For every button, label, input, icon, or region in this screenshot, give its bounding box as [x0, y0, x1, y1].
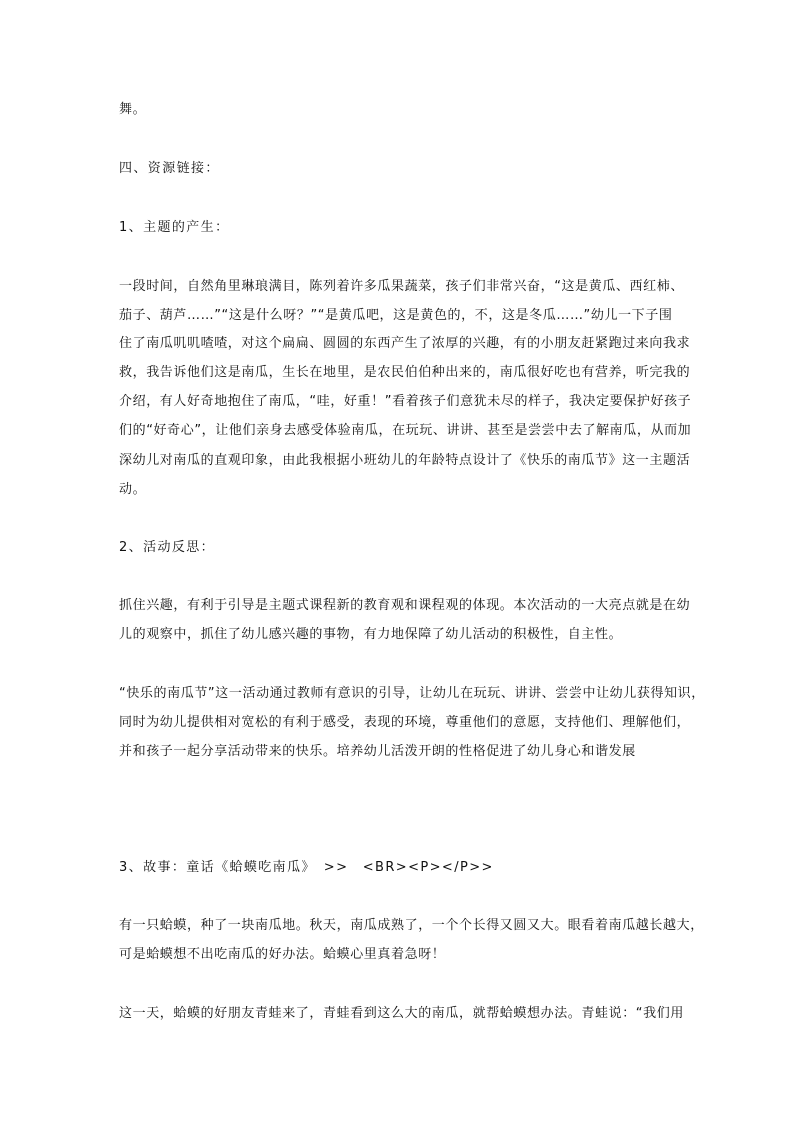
paragraph-line: 并和孩子一起分享活动带来的快乐。培养幼儿活泼开朗的性格促进了幼儿身心和谐发展	[119, 744, 636, 759]
subheading-theme-origin: 1、主题的产生：	[119, 220, 230, 235]
paragraph-line: 儿的观察中，抓住了幼儿感兴趣的事物，有力地保障了幼儿活动的积极性，自主性。	[119, 627, 623, 642]
paragraph-line: 住了南瓜叽叽喳喳，对这个扁扁、圆圆的东西产生了浓厚的兴趣，有的小朋友赶紧跑过来向我求	[119, 336, 691, 351]
paragraph-line: 们的“好奇心”，让他们亲身去感受体验南瓜，在玩玩、讲讲、甚至是尝尝中去了解南瓜，从而加	[119, 423, 692, 438]
paragraph-line: 抓住兴趣，有利于引导是主题式课程新的教育观和课程观的体现。本次活动的一大亮点就是在幼	[119, 598, 691, 613]
section-heading-resources: 四、资源链接：	[119, 161, 220, 176]
paragraph-line: 介绍，有人好奇地抱住了南瓜，“哇，好重！”看着孩子们意犹未尽的样子，我决定要保护好孩子	[119, 394, 692, 409]
subheading-story: 3、故事：童话《蛤蟆吃南瓜》 >> <BR><P></P>>	[119, 860, 494, 875]
paragraph-line: 可是蛤蟆想不出吃南瓜的好办法。蛤蟆心里真着急呀！	[119, 947, 446, 962]
paragraph-line: 救，我告诉他们这是南瓜，生长在地里，是农民伯伯种出来的，南瓜很好吃也有营养，听完我的	[119, 365, 691, 380]
paragraph-line: 深幼儿对南瓜的直观印象，由此我根据小班幼儿的年龄特点设计了《快乐的南瓜节》这一主题活	[119, 453, 691, 468]
paragraph-line: “快乐的南瓜节”这一活动通过教师有意识的引导，让幼儿在玩玩、讲讲、尝尝中让幼儿获得知识，	[119, 686, 705, 701]
paragraph-line: 舞。	[119, 102, 147, 117]
paragraph-line: 一段时间，自然角里琳琅满目，陈列着许多瓜果蔬菜，孩子们非常兴奋，“这是黄瓜、西红柿、	[119, 279, 684, 294]
subheading-reflection: 2、活动反思：	[119, 540, 216, 555]
paragraph-line: 同时为幼儿提供相对宽松的有利于感受，表现的环境，尊重他们的意愿，支持他们、理解他们，	[119, 715, 691, 730]
paragraph-line: 这一天，蛤蟆的好朋友青蛙来了，青蛙看到这么大的南瓜，就帮蛤蟆想办法。青蛙说：“我们用	[119, 1006, 684, 1021]
paragraph-line: 茄子、葫芦……”“这是什么呀？”“是黄瓜吧，这是黄色的，不，这是冬瓜……”幼儿一下子围	[119, 308, 673, 323]
paragraph-line: 动。	[119, 482, 147, 497]
paragraph-line: 有一只蛤蟆，种了一块南瓜地。秋天，南瓜成熟了，一个个长得又圆又大。眼看着南瓜越长越大，	[119, 918, 704, 933]
